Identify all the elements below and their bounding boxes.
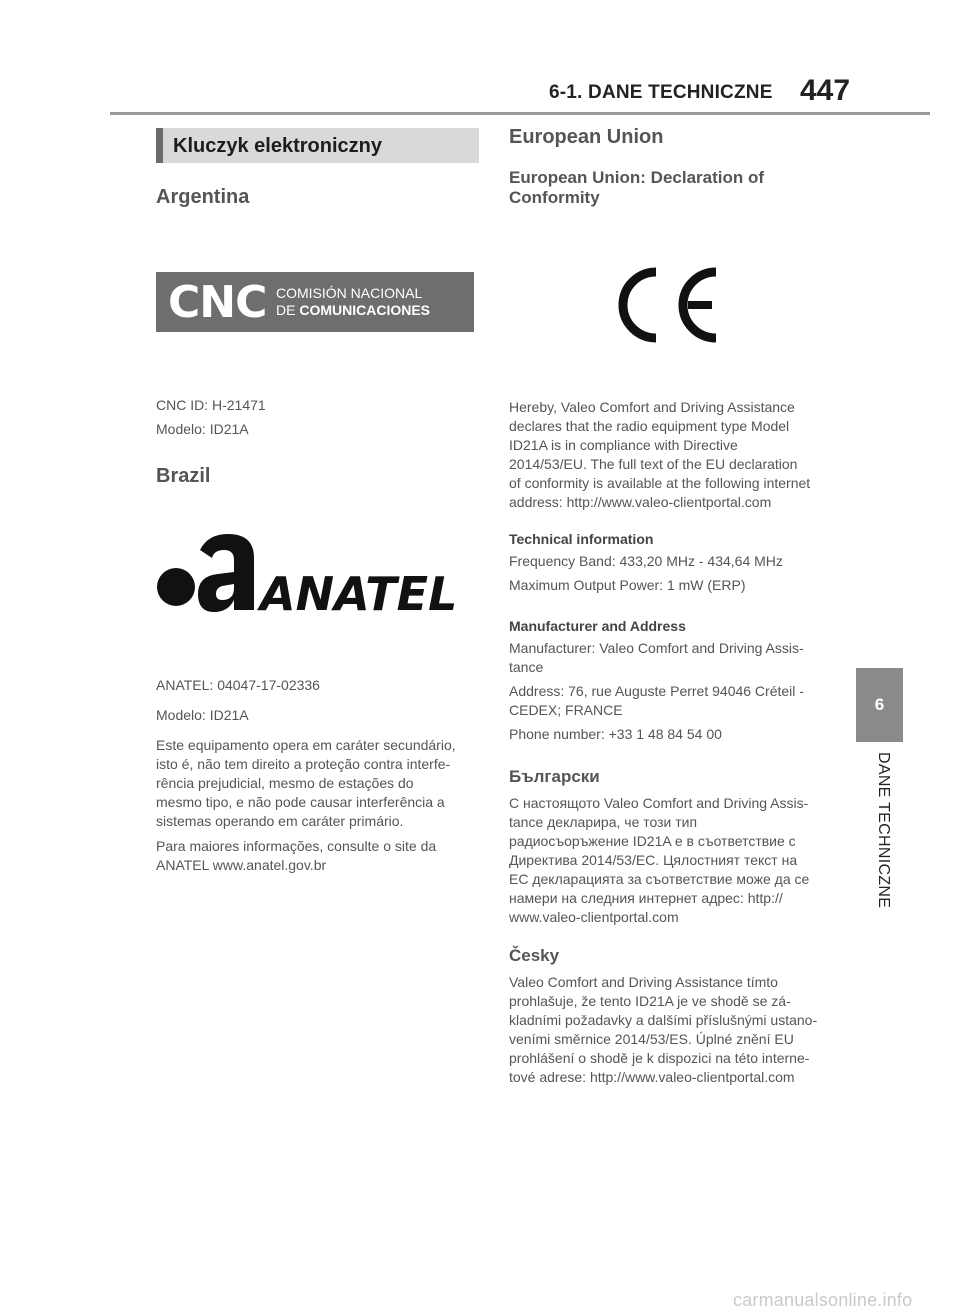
anatel-notice bbox=[156, 736, 476, 831]
text-line: ID21A is in compliance with Directive bbox=[509, 437, 738, 453]
text-line: Este equipamento opera em caráter secundário, bbox=[156, 737, 456, 753]
text-line: Hereby, Valeo Comfort and Driving Assistance bbox=[509, 399, 795, 415]
heading-european-union: European Union bbox=[509, 126, 664, 148]
chapter-tab: 6 bbox=[856, 668, 903, 742]
heading-argentina: Argentina bbox=[156, 186, 250, 208]
manufacturer-address bbox=[509, 618, 829, 744]
text-line: ANATEL www.anatel.gov.br bbox=[156, 857, 327, 873]
text-line: kladními požadavky a dalšími příslušnými ustano- bbox=[509, 1012, 818, 1028]
cnc-logo-line2b: COMUNICACIONES bbox=[299, 302, 431, 318]
anatel-logo bbox=[156, 530, 474, 616]
ce-mark-icon bbox=[612, 266, 722, 344]
header-divider bbox=[110, 112, 930, 115]
argentina-details bbox=[156, 396, 476, 439]
text-line: tance bbox=[509, 659, 544, 675]
anatel-logo-text: ANATEL bbox=[260, 567, 458, 616]
text-line: Manufacturer: Valeo Comfort and Driving Assis- bbox=[509, 640, 804, 656]
text-line: prohlášení o shodě je k dispozici na této interne- bbox=[509, 1050, 810, 1066]
text-line: declares that the radio equipment type Model bbox=[509, 418, 790, 434]
argentina-model: Modelo: ID21A bbox=[156, 421, 249, 437]
bulgarian-declaration bbox=[509, 794, 829, 927]
text-line: Para maiores informações, consulte o site da bbox=[156, 838, 437, 854]
cnc-logo-line1: COMISIÓN NACIONAL bbox=[276, 285, 423, 301]
eu-subheading bbox=[509, 168, 829, 208]
brazil-details bbox=[156, 676, 476, 875]
chapter-title: 6-1. DANE TECHNICZNE bbox=[549, 82, 773, 103]
text-line: mesmo tipo, e não pode causar interferência a bbox=[156, 794, 445, 810]
anatel-id: ANATEL: 04047-17-02336 bbox=[156, 677, 320, 693]
heading-manufacturer: Manufacturer and Address bbox=[509, 618, 686, 634]
technical-information bbox=[509, 531, 829, 595]
chapter-tab-label: DANE TECHNICZNE bbox=[875, 752, 892, 909]
cnc-logo bbox=[156, 272, 474, 332]
text-line: намери на следния интернет адрес: http:// bbox=[509, 890, 783, 906]
heading-czech: Česky bbox=[509, 946, 560, 965]
text-line: tové adrese: http://www.valeo-clientportal.com bbox=[509, 1069, 795, 1085]
text-line: радиосъоръжение ID21A е в съответствие с bbox=[509, 833, 796, 849]
heading-bulgarian: Български bbox=[509, 767, 600, 786]
frequency-band: Frequency Band: 433,20 MHz - 434,64 MHz bbox=[509, 553, 783, 569]
watermark: carmanualsonline.info bbox=[733, 1290, 913, 1310]
text-line: sistemas operando em caráter primário. bbox=[156, 813, 404, 829]
text-line: isto é, não tem direito a proteção contra interfe- bbox=[156, 756, 451, 772]
text-line: veními směrnice 2014/53/ES. Úplné znění EU bbox=[509, 1031, 794, 1047]
brazil-model: Modelo: ID21A bbox=[156, 707, 249, 723]
page-number: 447 bbox=[800, 74, 851, 107]
section-title: Kluczyk elektroniczny bbox=[156, 128, 479, 163]
czech-declaration bbox=[509, 973, 829, 1087]
anatel-info bbox=[156, 837, 476, 875]
text-line: С настоящото Valeo Comfort and Driving Assis- bbox=[509, 795, 809, 811]
text-line: Valeo Comfort and Driving Assistance tímto bbox=[509, 974, 778, 990]
text-line: Директива 2014/53/ЕС. Цялостният текст на bbox=[509, 852, 798, 868]
text-line: prohlašuje, že tento ID21A je ve shodě se zá- bbox=[509, 993, 791, 1009]
text-line: Address: 76, rue Auguste Perret 94046 Créteil - bbox=[509, 683, 804, 699]
text-line: 2014/53/EU. The full text of the EU declaration bbox=[509, 456, 798, 472]
text-line: tance декларира, че този тип bbox=[509, 814, 698, 830]
text-line: CEDEX; FRANCE bbox=[509, 702, 623, 718]
cnc-logo-text bbox=[276, 285, 430, 319]
subheading-line: European Union: Declaration of bbox=[509, 168, 765, 187]
text-line: address: http://www.valeo-clientportal.com bbox=[509, 494, 772, 510]
text-line: rência prejudicial, mesmo de estações do bbox=[156, 775, 414, 791]
cnc-logo-line2a: DE bbox=[276, 302, 300, 318]
heading-technical-information: Technical information bbox=[509, 531, 654, 547]
text-line: of conformity is available at the following internet bbox=[509, 475, 811, 491]
phone-number: Phone number: +33 1 48 84 54 00 bbox=[509, 726, 722, 742]
text-line: www.valeo-clientportal.com bbox=[509, 909, 679, 925]
eu-declaration bbox=[509, 398, 829, 512]
text-line: ЕС декларацията за съответствие може да се bbox=[509, 871, 810, 887]
cnc-id: CNC ID: H-21471 bbox=[156, 397, 266, 413]
subheading-line: Conformity bbox=[509, 188, 600, 207]
output-power: Maximum Output Power: 1 mW (ERP) bbox=[509, 577, 746, 593]
heading-brazil: Brazil bbox=[156, 465, 211, 487]
cnc-logo-mark: CNC bbox=[168, 276, 267, 328]
